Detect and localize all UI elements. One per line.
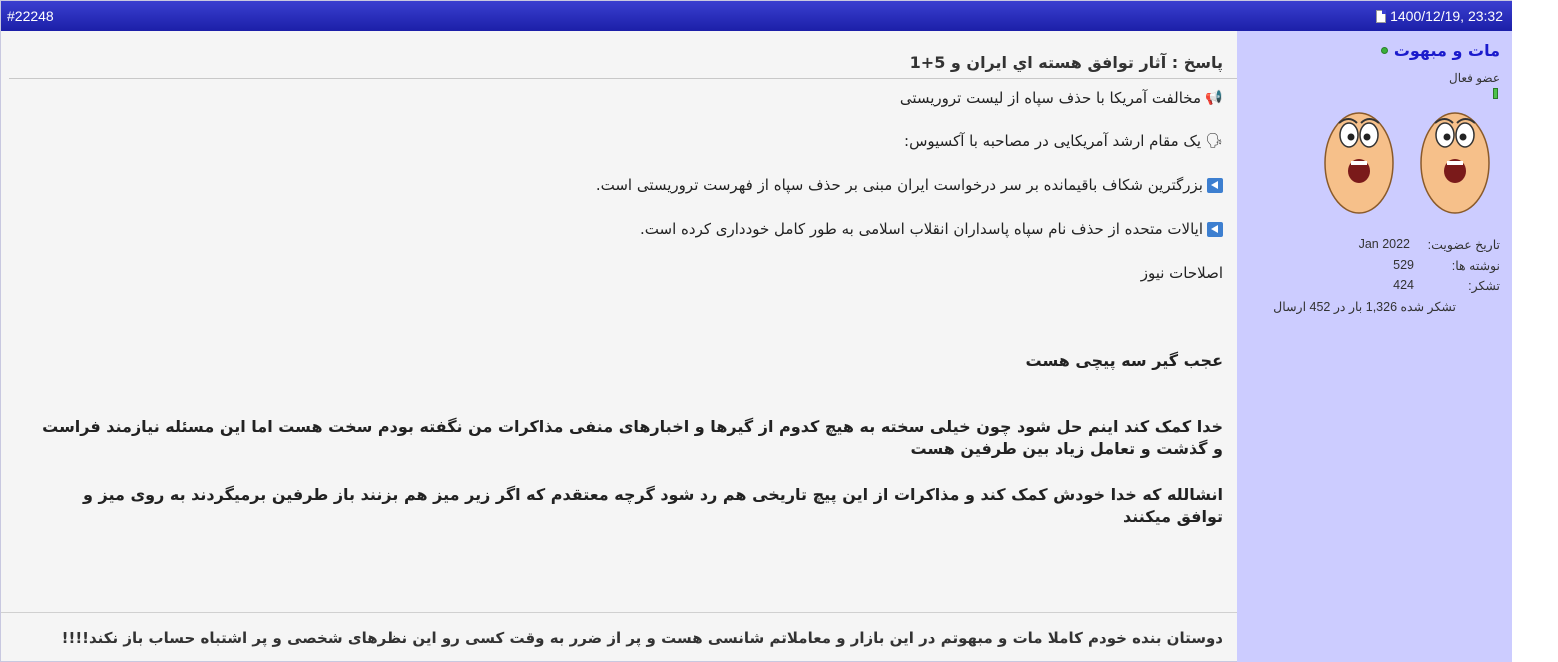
line-text: یک مقام ارشد آمریکایی در مصاحبه با آکسیوس: — [904, 132, 1201, 150]
post-datetime: 1400/12/19, 23:32 — [1390, 8, 1503, 24]
arrow-left-box-icon — [1207, 222, 1223, 237]
user-sidebar — [1237, 31, 1512, 662]
post-date — [1376, 8, 1503, 24]
egg-face-right — [1421, 113, 1489, 213]
line-text: مخالفت آمریکا با حذف سپاه از لیست تروریستی — [899, 89, 1201, 107]
signature: دوستان بنده خودم کاملا مات و مبهوتم در این بازار و معاملاتم شانسی هست و پر از ضرر به وقت کسی رو این نظرهای شخصی و پر اشتباه حساب باز نکند!!!! — [61, 629, 1223, 647]
comment-paragraph: عجب گیر سه پیچی هست — [1025, 351, 1223, 370]
avatar — [1317, 103, 1497, 223]
comment-paragraph: انشالله که خدا خودش کمک کند و مذاکرات از این پیچ تاریخی هم رد شود گرچه معتقدم که اگر زیر میز هم بزنند باز طرفین برمیگردند به روی میز و توافق میکنند — [83, 485, 1223, 526]
stat-thanks: تشکر: 424 — [1393, 278, 1500, 293]
stat-posts: نوشته ها: 529 — [1393, 258, 1500, 273]
signature-divider — [1, 612, 1237, 613]
post-line — [904, 132, 1223, 150]
arrow-left-box-icon — [1207, 178, 1223, 193]
post-line — [640, 220, 1223, 238]
username-link[interactable]: مات و مبهوت — [1393, 41, 1500, 60]
stat-join: تاریخ عضویت: Jan 2022 — [1358, 237, 1500, 252]
comment-paragraph: خدا کمک کند اینم حل شود چون خیلی سخته به هیچ کدوم از گیرها و اخبارهای منفی مذاکرات من نگفته بودم سخت هست اما این مسئله نیازمند فراست و گذشت و تعامل زیاد بین طرفین هست — [42, 417, 1223, 458]
megaphone-icon: 📢 — [1205, 90, 1223, 106]
title-divider — [9, 78, 1237, 79]
post-line — [900, 89, 1223, 107]
document-icon — [1376, 10, 1386, 23]
post-header — [1, 1, 1513, 31]
post-line — [596, 176, 1223, 194]
post-source — [1141, 264, 1223, 282]
user-title: عضو فعال — [1449, 71, 1500, 85]
username-row — [1381, 41, 1500, 60]
egg-face-left — [1325, 113, 1393, 213]
speaking-head-icon: 🗣 — [1205, 133, 1223, 149]
post-title: پاسخ : آثار توافق هسته اي ايران و 5+1 — [909, 53, 1223, 72]
line-text: ایالات متحده از حذف نام سپاه پاسداران انقلاب اسلامی به طور کامل خودداری کرده است. — [640, 220, 1203, 238]
post-number-link[interactable]: #22248 — [7, 8, 54, 24]
online-status-icon — [1381, 47, 1388, 54]
post-content — [1, 31, 1237, 662]
source-text: اصلاحات نیوز — [1140, 264, 1223, 282]
reputation-icon — [1493, 88, 1498, 99]
thanked-summary: تشکر شده 1,326 بار در 452 ارسال — [1273, 300, 1456, 314]
page-margin — [1512, 0, 1558, 662]
line-text: بزرگترین شکاف باقیمانده بر سر درخواست ایران مبنی بر حذف سپاه از فهرست تروریستی است. — [595, 176, 1203, 194]
